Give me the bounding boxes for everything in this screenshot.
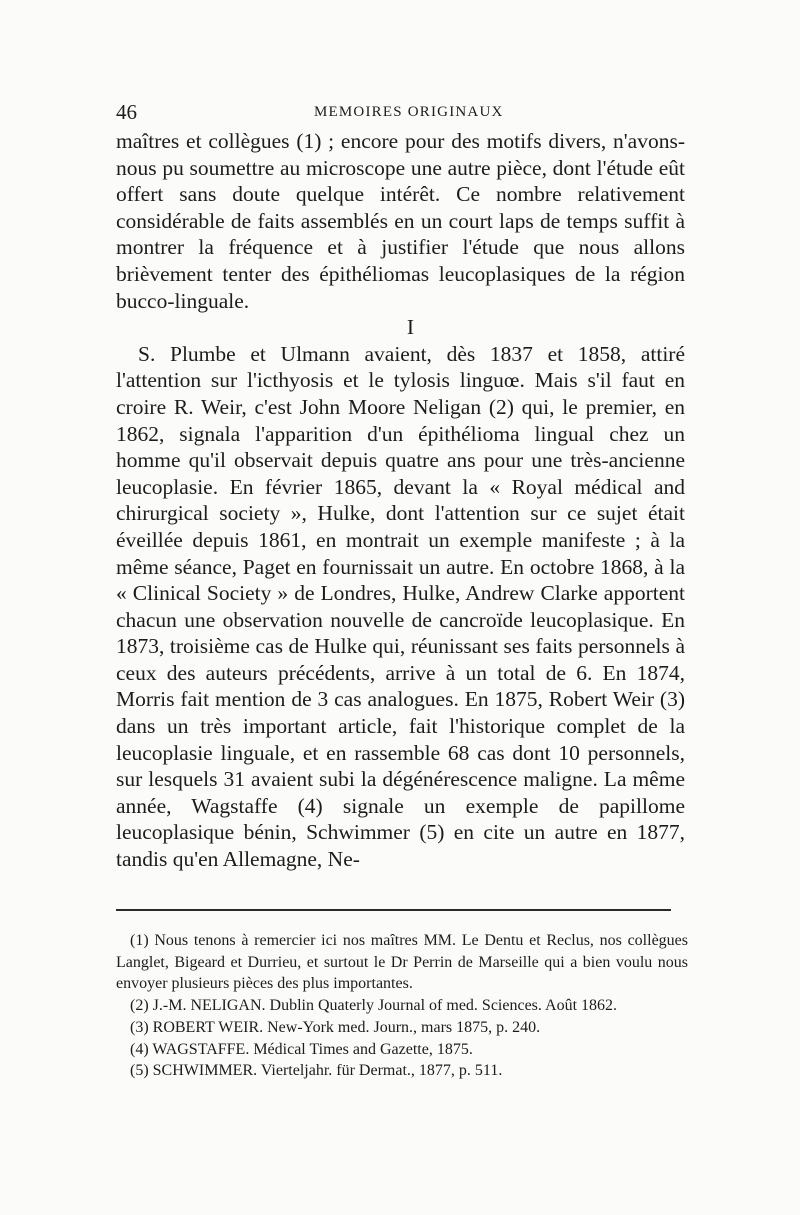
page-header: [116, 100, 686, 124]
running-title: MEMOIRES ORIGINAUX: [314, 104, 504, 120]
footnote-1: (1) Nous tenons à remercier ici nos maîtres MM. Le Dentu et Reclus, nos collègues Langlet, Bigeard et Durrieu, et surtout le Dr Perrin de Marseille qui a bien voulu nous envoyer plusieurs pièces des plus importantes.: [116, 932, 688, 993]
footnote-divider: [116, 909, 671, 911]
footnote-2: (2) J.-M. NELIGAN. Dublin Quaterly Journal of med. Sciences. Août 1862.: [130, 997, 618, 1015]
footnote-4: (4) WAGSTAFFE. Médical Times and Gazette, 1875.: [130, 1040, 473, 1058]
paragraph-1: maîtres et collègues (1) ; encore pour des motifs divers, n'avons-nous pu soumettre au microscope une autre pièce, dont l'étude eût offert sans doute quelque intérêt. Ce nombre relativement considérable de faits assemblés en un court laps de temps suffit à montrer la fréquence et à justifier l'étude que nous allons brièvement tenter des épithéliomas leucoplasiques de la région bucco-linguale.: [116, 129, 685, 313]
section-number: I: [406, 315, 415, 340]
paragraph-2: S. Plumbe et Ulmann avaient, dès 1837 et 1858, attiré l'attention sur l'icthyosis et le tylosis linguœ. Mais s'il faut en croire R. Weir, c'est John Moore Neligan (2) qui, le premier, en 1862, signala l'apparition d'un épithélioma lingual chez un homme qu'il observait depuis quatre ans pour une très-ancienne leucoplasie. En février 1865, devant la « Royal médical and chirurgical society », Hulke, dont l'attention sur ce sujet était éveillée depuis 1861, en montrait un exemple manifeste ; à la même séance, Paget en fournissait un autre. En octobre 1868, à la « Clinical Society » de Londres, Hulke, Andrew Clarke apportent chacun une observation nouvelle de cancroïde leucoplasique. En 1873, troisième cas de Hulke qui, réunissant ses faits personnels à ceux des auteurs précédents, arrive à un total de 6. En 1874, Morris fait mention de 3 cas analogues. En 1875, Robert Weir (3) dans un très important article, fait l'historique complet de la leucoplasie linguale, et en rassemble 68 cas dont 10 personnels, sur lesquels 31 avaient subi la dégénérescence maligne. La même année, Wagstaffe (4) signale un exemple de papillome leucoplasique bénin, Schwimmer (5) en cite un autre en 1877, tandis qu'en Allemagne, Ne-: [116, 341, 685, 872]
page-number: 46: [116, 100, 137, 124]
footnote-3: (3) ROBERT WEIR. New-York med. Journ., mars 1875, p. 240.: [130, 1018, 541, 1036]
footnotes: [116, 930, 688, 1082]
body-text: [116, 128, 685, 873]
footnote-5: (5) SCHWIMMER. Vierteljahr. für Dermat., 1877, p. 511.: [130, 1062, 503, 1080]
